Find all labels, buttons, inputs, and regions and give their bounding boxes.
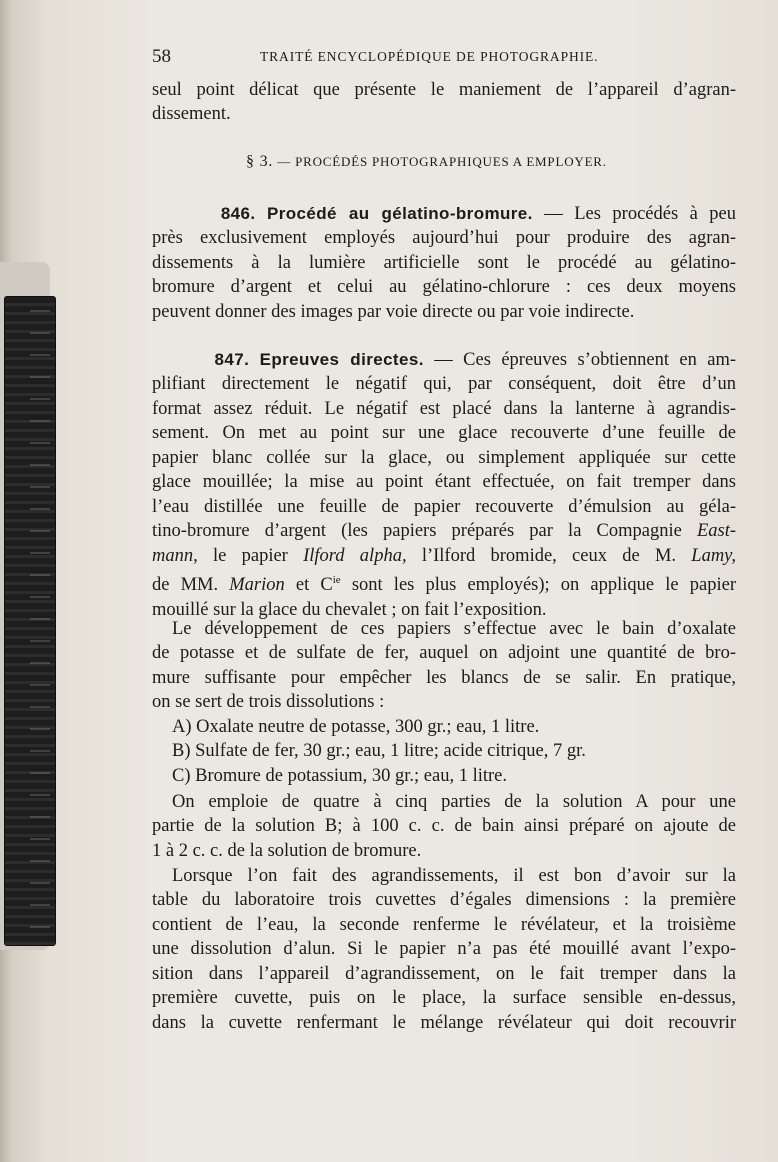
text-line: Le développement de ces papiers s’effectue avec le bain d’oxalate: [172, 619, 736, 639]
text-line: dans la cuvette renfermant le mélange révélateur qui doit recouvrir: [152, 1012, 736, 1033]
text-line: près exclusivement employés aujourd’hui pour produire des agran-: [152, 228, 736, 249]
section-heading: — PROCÉDÉS PHOTOGRAPHIQUES A EMPLOYER.: [277, 154, 607, 169]
text-line: On emploie de quatre à cinq parties de la solution A pour une: [172, 792, 736, 812]
text-line: partie de la solution B; à 100 c. c. de bain ainsi préparé on ajoute de: [152, 816, 736, 837]
text-run: l’Ilford bromide, ceux de M.: [406, 545, 692, 566]
text-line: format assez réduit. Le négatif est placé dans la lanterne à agrandis-: [152, 398, 736, 419]
text-line: glace mouillée; la mise au point étant effectuée, on fait tremper dans: [152, 472, 736, 493]
text-line: [152, 519, 736, 543]
text-line: une dissolution d’alun. Si le papier n’a pas été mouillé avant l’expo-: [152, 939, 736, 960]
text-line: peuvent donner des images par voie directe ou par voie indirecte.: [152, 301, 635, 322]
text-line: papier blanc collée sur la glace, ou simplement appliquée sur cette: [152, 447, 736, 468]
page-number: 58: [152, 46, 171, 67]
development-paragraph: [152, 617, 736, 788]
paragraph-heading: Procédé au gélatino-bromure.: [267, 204, 533, 223]
text-run: — Ces épreuves s’obtiennent en am-: [423, 350, 737, 370]
text-line: [152, 348, 736, 372]
text-line: mure suffisante pour empêcher les blancs de se salir. En pratique,: [152, 667, 736, 688]
paragraph-847: [152, 348, 736, 622]
text-line: seul point délicat que présente le maniement de l’appareil d’agran-: [152, 80, 736, 100]
italic-name: Ilford alpha,: [303, 545, 407, 566]
italic-name: Lamy,: [691, 545, 736, 566]
text-line: 1 à 2 c. c. de la solution de bromure.: [152, 840, 422, 861]
cuvettes-paragraph: [152, 864, 736, 1035]
text-line: [152, 568, 736, 598]
paragraph-number: 847.: [214, 350, 250, 369]
text-line: on se sert de trois dissolutions :: [152, 692, 385, 713]
text-line: dissements à la lumière artificielle sont le procédé au gélatino-: [152, 252, 736, 273]
text-line: mouillé sur la glace du chevalet ; on fait l’exposition.: [152, 599, 547, 620]
text-line: Lorsque l’on fait des agrandissements, il est bon d’avoir sur la: [172, 866, 736, 886]
paragraph-number: 846.: [220, 204, 256, 223]
section-symbol: § 3.: [246, 153, 274, 170]
text-line: de potasse et de sulfate de fer, auquel on adjoint une quantité de bro-: [152, 643, 736, 664]
italic-name: East-: [696, 521, 736, 542]
italic-name: mann,: [152, 545, 198, 566]
text-run: — Les procédés à peu: [532, 204, 737, 224]
running-title: TRAITÉ ENCYCLOPÉDIQUE DE PHOTOGRAPHIE.: [260, 49, 599, 64]
paragraph-846: [152, 202, 736, 324]
italic-name: Marion: [229, 575, 285, 596]
text-line: sition dans l’appareil d’agrandissement, on le fait tremper dans la: [152, 963, 736, 984]
text-line: [152, 202, 736, 226]
text-line: première cuvette, puis on le place, la surface sensible en-dessus,: [152, 988, 736, 1009]
intro-paragraph: [152, 78, 736, 127]
text-line: contient de l’eau, la seconde renferme le révélateur, et la troisième: [152, 914, 736, 935]
text-run: et C: [284, 575, 333, 596]
usage-paragraph: [152, 790, 736, 863]
text-line: [152, 544, 736, 568]
superscript: ie: [332, 574, 341, 587]
text-line: l’eau distillée une feuille de papier recouverte d’émulsion au géla-: [152, 496, 736, 517]
text-line: table du laboratoire trois cuvettes d’égales dimensions : la première: [152, 890, 736, 911]
text-line: bromure d’argent et celui au gélatino-chlorure : ces deux moyens: [152, 277, 736, 298]
text-line: dissement.: [152, 104, 231, 125]
text-run: de MM.: [152, 575, 230, 596]
text-run: sont les plus employés); on applique le papier: [340, 575, 736, 596]
text-run: tino-bromure d’argent (les papiers préparés par la Compagnie: [152, 521, 682, 542]
section-title: [246, 153, 607, 171]
text-line: plifiant directement le négatif qui, par conséquent, doit être d’un: [152, 374, 736, 395]
running-header: [152, 46, 736, 70]
binding-clip-texture: [30, 300, 50, 940]
text-line: sement. On met au point sur une glace recouverte d’une feuille de: [152, 423, 736, 444]
solution-c: C) Bromure de potassium, 30 gr.; eau, 1 litre.: [172, 765, 507, 786]
solution-a: A) Oxalate neutre de potasse, 300 gr.; eau, 1 litre.: [172, 716, 540, 737]
solution-b: B) Sulfate de fer, 30 gr.; eau, 1 litre; acide citrique, 7 gr.: [172, 741, 586, 762]
text-run: le papier: [197, 545, 304, 566]
paragraph-heading: Epreuves directes.: [259, 350, 424, 369]
